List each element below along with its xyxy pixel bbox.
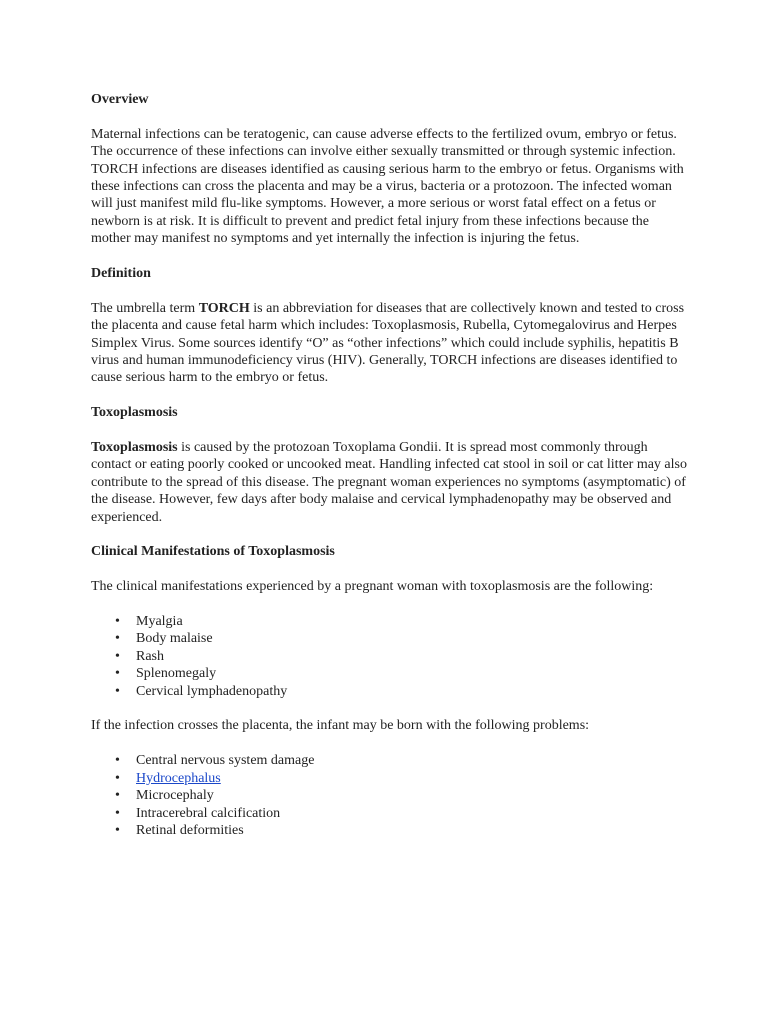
bullet-icon: • (115, 788, 120, 804)
bullet-icon: • (115, 614, 120, 630)
list-item (91, 613, 691, 630)
document-page (91, 84, 691, 857)
toxoplasmosis-paragraph (91, 439, 691, 526)
infant-problem-list (91, 752, 691, 839)
bullet-icon: • (115, 805, 120, 821)
toxoplasmosis-text: is caused by the protozoan Toxoplama Gondii. It is spread most commonly through contact or eating poorly cooked or uncooked meat. Handling infected cat stool in soil or cat litter may also contribute to the spread of this disease. The pregnant woman experiences no symptoms (asymptomatic) of the disease. However, few days after body malaise and cervical lymphadenopathy may be observed and experienced. (91, 440, 687, 525)
definition-heading: Definition (91, 266, 151, 282)
clinical-intro: The clinical manifestations experienced by a pregnant woman with toxoplasmosis are the following: (91, 579, 654, 595)
bullet-icon: • (115, 631, 120, 647)
definition-text-after: is an abbreviation for diseases that are collectively known and tested to cross the placenta and cause fetal harm which includes: Toxoplasmosis, Rubella, Cytomegalovirus and Herpes Simplex Virus. Some sources identify “O” as “other infections” which could include syphilis, hepatitis B virus and human immunodeficiency virus (HIV). Generally, TORCH infections are diseases identified to cause serious harm to the embryo or fetus. (91, 300, 685, 386)
definition-text-before: The umbrella term (91, 300, 199, 316)
torch-term: TORCH (198, 300, 250, 316)
symptom-list (91, 613, 691, 700)
overview-paragraph: Maternal infections can be teratogenic, can cause adverse effects to the fertilized ovum, embryo or fetus. The occurrence of these infections can involve either sexually transmitted or through systemic infection. TORCH infections are diseases identified as causing serious harm to the embryo or fetus. Organisms with these infections can cross the placenta and may be a virus, bacteria or a protozoon. The infected woman will just manifest mild flu-like symptoms. However, a more serious or worst fatal effect on a fetus or newborn is at risk. It is difficult to prevent and predict fetal injury from these infections because the mother may manifest no symptoms and yet internally the infection is injuring the fetus. (91, 126, 684, 247)
list-item (91, 770, 691, 787)
list-item-label: Microcephaly (136, 788, 214, 804)
list-item (91, 665, 691, 682)
bullet-icon: • (115, 822, 120, 838)
clinical-heading: Clinical Manifestations of Toxoplasmosis (91, 544, 335, 560)
list-item (91, 752, 691, 769)
overview-heading: Overview (91, 92, 149, 107)
bullet-icon: • (115, 648, 120, 664)
list-item-label: Cervical lymphadenopathy (136, 683, 288, 699)
list-item-label: Retinal deformities (136, 822, 244, 838)
list-item (91, 648, 691, 665)
list-item (91, 787, 691, 804)
hydrocephalus-link[interactable]: Hydrocephalus (136, 770, 221, 786)
list-item (91, 630, 691, 647)
list-item (91, 683, 691, 700)
list-item-label: Intracerebral calcification (136, 805, 281, 821)
list-item-label: Splenomegaly (136, 666, 217, 682)
bullet-icon: • (115, 666, 120, 682)
list-item-label: Rash (136, 648, 164, 664)
list-item-label: Myalgia (136, 614, 183, 630)
bullet-icon: • (115, 753, 120, 769)
bullet-icon: • (115, 683, 120, 699)
list-item-label: Body malaise (136, 631, 213, 647)
bullet-icon: • (115, 770, 120, 786)
toxoplasmosis-heading: Toxoplasmosis (91, 405, 178, 421)
definition-paragraph (91, 300, 691, 387)
list-item (91, 822, 691, 839)
toxoplasmosis-term: Toxoplasmosis (91, 440, 178, 456)
list-item (91, 805, 691, 822)
infant-intro: If the infection crosses the placenta, the infant may be born with the following problems: (91, 718, 590, 734)
list-item-label: Central nervous system damage (136, 753, 315, 769)
